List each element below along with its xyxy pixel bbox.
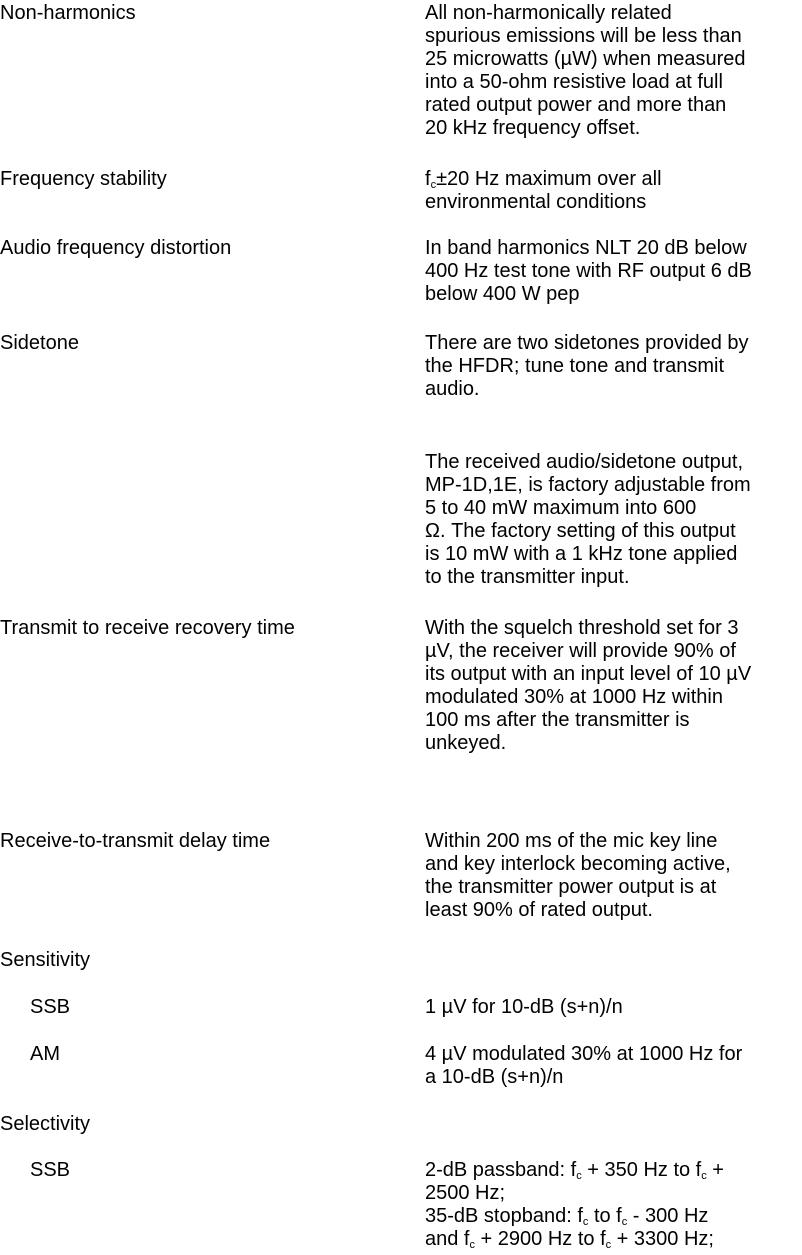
spec-label-receive-to-transmit-delay: Receive-to-transmit delay time xyxy=(0,830,271,852)
spec-value-audio-frequency-distortion xyxy=(425,237,800,306)
value-text: + 3300 Hz; xyxy=(611,1228,714,1250)
value-line: is 10 mW with a 1 kHz tone applied xyxy=(425,543,738,565)
value-line: There are two sidetones provided by xyxy=(425,332,749,354)
subscript-c: c xyxy=(430,179,437,191)
value-line: All non-harmonically related xyxy=(425,2,672,24)
value-text: + 2900 Hz to f xyxy=(474,1228,606,1250)
section-heading-selectivity: Selectivity xyxy=(0,1113,91,1135)
spec-label-sensitivity-ssb: SSB xyxy=(30,996,71,1018)
value-line xyxy=(425,1159,800,1182)
spec-value-receive-to-transmit-delay xyxy=(425,830,800,922)
spec-value-sensitivity-ssb xyxy=(425,996,800,1019)
section-heading-sensitivity: Sensitivity xyxy=(0,949,91,971)
subscript-c: c xyxy=(605,1239,612,1251)
spec-value-non-harmonics xyxy=(425,2,800,140)
value-line: µV, the receiver will provide 90% of xyxy=(425,640,736,662)
value-line: 4 µV modulated 30% at 1000 Hz for xyxy=(425,1043,743,1065)
spec-label-non-harmonics: Non-harmonics xyxy=(0,2,136,24)
spec-label-selectivity-ssb: SSB xyxy=(30,1159,71,1181)
value-line: least 90% of rated output. xyxy=(425,899,653,921)
value-line: Within 200 ms of the mic key line xyxy=(425,830,718,852)
value-line: 100 ms after the transmitter is xyxy=(425,709,690,731)
value-line: audio. xyxy=(425,378,480,400)
spec-value-sidetone xyxy=(425,332,800,401)
value-line xyxy=(425,1205,800,1228)
spec-label-sidetone: Sidetone xyxy=(0,332,79,354)
value-line: 2500 Hz; xyxy=(425,1182,506,1204)
spec-label-audio-frequency-distortion: Audio frequency distortion xyxy=(0,237,232,259)
value-line: spurious emissions will be less than xyxy=(425,25,742,47)
value-line: its output with an input level of 10 µV xyxy=(425,663,752,685)
value-text: + 350 Hz to f xyxy=(581,1159,702,1181)
value-text: ±20 Hz maximum over all xyxy=(436,168,662,190)
value-line: 20 kHz frequency offset. xyxy=(425,117,641,139)
spec-value-transmit-to-receive-recovery xyxy=(425,617,800,755)
subscript-c: c xyxy=(701,1170,707,1182)
spec-label-sensitivity-am: AM xyxy=(30,1043,60,1065)
value-line: below 400 W pep xyxy=(425,283,580,305)
spec-label-frequency-stability: Frequency stability xyxy=(0,168,167,190)
value-line: 1 µV for 10-dB (s+n)/n xyxy=(425,996,623,1018)
value-line: and key interlock becoming active, xyxy=(425,853,731,875)
value-line: 5 to 40 mW maximum into 600 xyxy=(425,497,697,519)
value-text: to f xyxy=(588,1205,622,1227)
value-line: Ω. The factory setting of this output xyxy=(425,520,736,542)
value-line: In band harmonics NLT 20 dB below xyxy=(425,237,747,259)
value-line: modulated 30% at 1000 Hz within xyxy=(425,686,723,708)
value-line: into a 50-ohm resistive load at full xyxy=(425,71,723,93)
spec-value-sidetone-output xyxy=(425,451,800,589)
subscript-c: c xyxy=(469,1239,475,1251)
value-line: With the squelch threshold set for 3 xyxy=(425,617,739,639)
value-line: environmental conditions xyxy=(425,191,647,213)
value-text: 35-dB stopband: f xyxy=(425,1205,583,1227)
spec-value-selectivity-ssb xyxy=(425,1159,800,1251)
subscript-c: c xyxy=(582,1216,589,1228)
value-line: the transmitter power output is at xyxy=(425,876,717,898)
value-text: 2-dB passband: f xyxy=(425,1159,577,1181)
value-line: $f_c\pm 20$ Hz maximum over all xyxy=(425,168,662,191)
value-line: 25 microwatts (µW) when measured xyxy=(425,48,746,70)
subscript-c: c xyxy=(621,1216,628,1228)
value-line xyxy=(425,1228,800,1251)
spec-label-transmit-to-receive-recovery: Transmit to receive recovery time xyxy=(0,617,295,639)
value-line: the HFDR; tune tone and transmit xyxy=(425,355,725,377)
value-line: rated output power and more than xyxy=(425,94,727,116)
value-line: MP-1D,1E, is factory adjustable from xyxy=(425,474,751,496)
value-line: 400 Hz test tone with RF output 6 dB xyxy=(425,260,752,282)
spec-value-sensitivity-am xyxy=(425,1043,800,1089)
value-line: unkeyed. xyxy=(425,732,507,754)
subscript-c: c xyxy=(576,1170,582,1182)
value-text: + xyxy=(706,1159,724,1181)
value-text: - 300 Hz xyxy=(627,1205,709,1227)
value-text: and f xyxy=(425,1228,470,1250)
value-line: a 10-dB (s+n)/n xyxy=(425,1066,564,1088)
value-line: The received audio/sidetone output, xyxy=(425,451,743,473)
value-line: to the transmitter input. xyxy=(425,566,630,588)
spec-value-frequency-stability xyxy=(425,168,800,214)
